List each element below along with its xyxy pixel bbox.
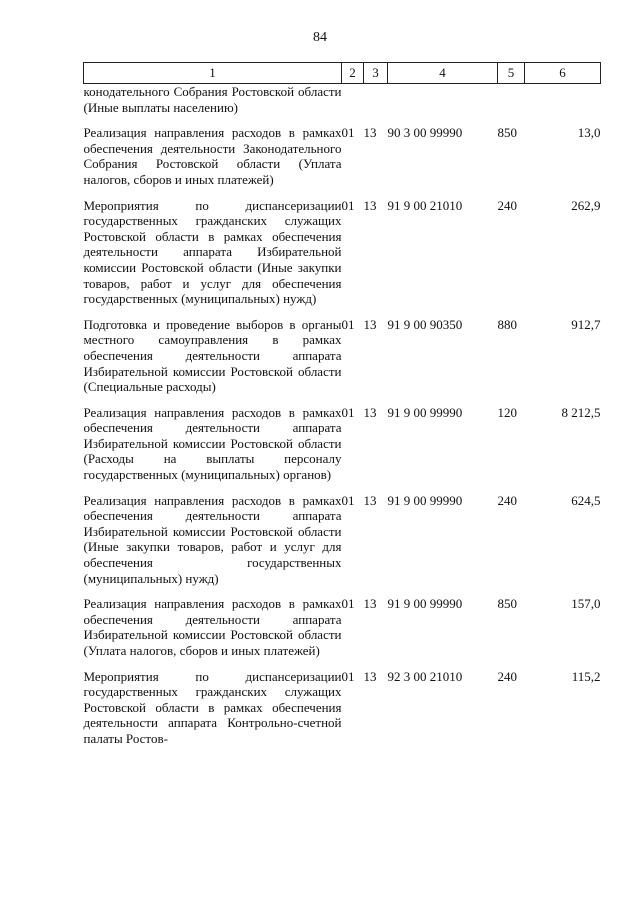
- row-rz: 01: [341, 404, 355, 420]
- row-pr: 13: [363, 125, 377, 141]
- row-rz: 01: [341, 316, 355, 332]
- row-amount: 912,7: [571, 316, 601, 332]
- row-amount: 13,0: [577, 125, 601, 141]
- row-csr: 91 9 00 99990: [387, 404, 463, 420]
- table-row: [84, 198, 601, 317]
- row-csr: 91 9 00 99990: [387, 492, 463, 508]
- row-pr: 13: [363, 668, 377, 684]
- row-vr: 880: [497, 316, 517, 332]
- table-row: [84, 84, 601, 126]
- table-row: [84, 405, 601, 493]
- row-amount: 262,9: [571, 197, 601, 213]
- header-col-3: 3: [364, 63, 388, 84]
- row-description: конодательного Собрания Ростовской области (Иные выплаты населению): [83, 84, 342, 115]
- table-header: [84, 63, 601, 84]
- table-row: [84, 317, 601, 405]
- page-number: 84: [313, 30, 327, 45]
- row-amount: 115,2: [571, 668, 601, 684]
- row-vr: 240: [497, 197, 517, 213]
- row-description: Реализация направления расходов в рамках обеспечения деятельности аппарата Избирательной комиссии Ростовской области (Иные закупки товаров, работ и услуг для обеспечения государственных (муниципальных) нужд): [83, 492, 342, 586]
- row-description: Мероприятия по диспансеризации государственных гражданских служащих Ростовской области в рамках обеспечения деятельности аппарата Избирательной комиссии Ростовской области (Иные закупки товаров, работ и услуг для обеспечения государственных (муниципальных) нужд): [83, 197, 342, 307]
- row-pr: 13: [363, 492, 377, 508]
- row-rz: 01: [341, 197, 355, 213]
- row-pr: 13: [363, 197, 377, 213]
- row-description: Подготовка и проведение выборов в органы местного самоуправления в рамках обеспечения деятельности аппарата Избирательной комиссии Ростовской области (Специальные расходы): [83, 316, 342, 395]
- row-description: Реализация направления расходов в рамках обеспечения деятельности Законодательного Собрания Ростовской области (Уплата налогов, сборов и иных платежей): [83, 125, 342, 187]
- row-vr: 240: [497, 668, 517, 684]
- table-row: [84, 669, 601, 757]
- row-vr: 850: [497, 125, 517, 141]
- row-amount: [525, 84, 601, 126]
- row-csr: 92 3 00 21010: [387, 668, 463, 684]
- row-vr: [498, 84, 525, 126]
- row-amount: 157,0: [571, 596, 601, 612]
- row-amount: 624,5: [571, 492, 601, 508]
- table-row: [84, 493, 601, 597]
- row-rz: 01: [341, 125, 355, 141]
- budget-table: [83, 62, 601, 757]
- row-pr: 13: [363, 404, 377, 420]
- row-csr: 91 9 00 99990: [387, 596, 463, 612]
- row-description: Реализация направления расходов в рамках обеспечения деятельности аппарата Избирательной комиссии Ростовской области (Расходы на выплаты персоналу государственных (муниципальных) органов): [83, 404, 342, 483]
- header-col-6: 6: [525, 63, 601, 84]
- row-vr: 240: [497, 492, 517, 508]
- row-csr: 91 9 00 90350: [387, 316, 463, 332]
- row-pr: [364, 84, 388, 126]
- row-amount: 8 212,5: [561, 404, 601, 420]
- row-vr: 120: [497, 404, 517, 420]
- row-csr: [388, 84, 498, 126]
- table-row: [84, 596, 601, 668]
- row-rz: [342, 84, 364, 126]
- row-description: Реализация направления расходов в рамках обеспечения деятельности аппарата Избирательной комиссии Ростовской области (Уплата налогов, сборов и иных платежей): [83, 596, 342, 658]
- header-col-1: 1: [84, 63, 342, 84]
- row-vr: 850: [497, 596, 517, 612]
- row-csr: 91 9 00 21010: [387, 197, 463, 213]
- header-col-5: 5: [498, 63, 525, 84]
- row-rz: 01: [341, 492, 355, 508]
- row-pr: 13: [363, 316, 377, 332]
- row-rz: 01: [341, 668, 355, 684]
- row-pr: 13: [363, 596, 377, 612]
- row-rz: 01: [341, 596, 355, 612]
- row-description: Мероприятия по диспансеризации государственных гражданских служащих Ростовской области в рамках обеспечения деятельности аппарата Контрольно-счетной палаты Ростов-: [83, 668, 342, 746]
- header-col-2: 2: [342, 63, 364, 84]
- row-csr: 90 3 00 99990: [387, 125, 463, 141]
- table-row: [84, 125, 601, 197]
- header-col-4: 4: [388, 63, 498, 84]
